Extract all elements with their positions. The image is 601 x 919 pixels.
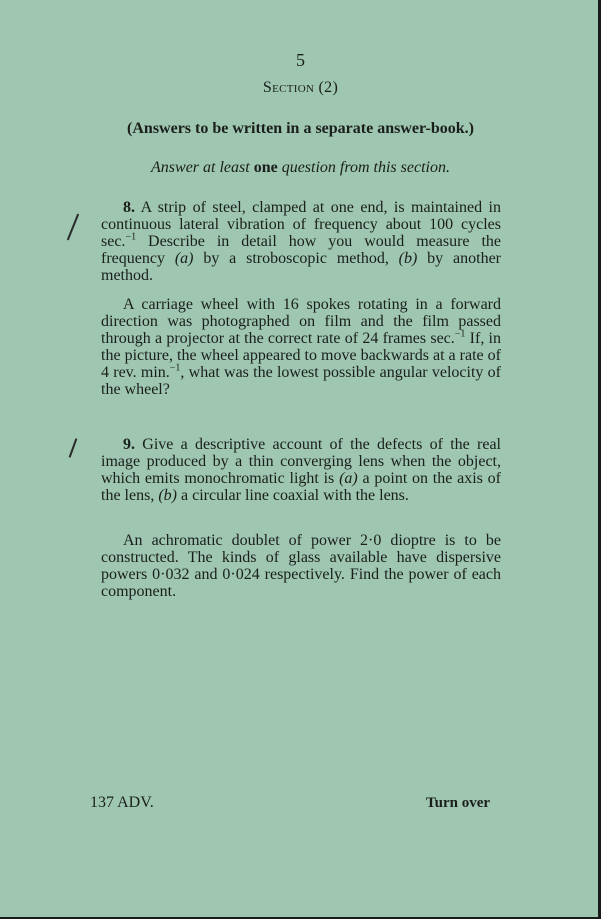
- q8-text-a: A strip of steel, clamped at one end, is maintained in continuous lateral vibration of frequency about 100 cycles sec.: [101, 199, 501, 250]
- q9-text-c: a point on the axis of the lens,: [101, 470, 502, 504]
- section-heading-text: Section (2): [262, 79, 339, 96]
- q9-text-e: a circular line coaxial with the lens.: [176, 487, 409, 504]
- answer-bold: one: [253, 159, 278, 176]
- q9-text-d: (b): [158, 487, 177, 504]
- q8-p2-a: A carriage wheel with 16 spokes rotating in a forward direction was photographed on film and the film passed through a projector at the correct rate of 24 frames sec.: [101, 296, 501, 347]
- answer-prefix: Answer at least: [151, 159, 250, 176]
- q8-p2-sup2: −1: [169, 362, 181, 374]
- q8-p2-c: , what was the lowest possible angular velocity of the wheel?: [101, 364, 502, 398]
- question-8-part-2: [101, 296, 501, 398]
- q9-text-b: (a): [339, 470, 358, 487]
- page-number: 5: [296, 50, 305, 70]
- section-heading: [0, 79, 601, 97]
- q9-text-a: Give a descriptive account of the defects of the real image produced by a thin converging lens when the object, which emits monochromatic light is: [101, 436, 501, 487]
- answer-instruction: [0, 159, 601, 177]
- question-9-part-2: [101, 532, 501, 600]
- turn-over: Turn over: [426, 795, 491, 811]
- question-number: 8.: [123, 199, 135, 216]
- question-number: 9.: [123, 436, 135, 453]
- instruction: (Answers to be written in a separate answer-book.): [127, 120, 474, 137]
- q8-p2-b: If, in the picture, the wheel appeared to move backwards at a rate of 4 rev. min.: [101, 330, 501, 381]
- question-8-part-1: [101, 199, 501, 284]
- pen-mark: [69, 438, 78, 457]
- pen-mark: [67, 214, 79, 241]
- q8-text-e: (b): [398, 250, 418, 267]
- q8-text-c: (a): [174, 250, 194, 267]
- q9-p2: An achromatic doublet of power 2·0 dioptre is to be constructed. The kinds of glass available have dispersive powers 0·032 and 0·024 respectively. Find the power of each component.: [101, 532, 501, 600]
- paper-code: 137 ADV.: [90, 794, 154, 811]
- question-9-part-1: [101, 436, 501, 504]
- answer-suffix: question from this section.: [281, 159, 450, 176]
- q8-text-b: Describe in detail how you would measure the frequency: [101, 233, 501, 267]
- q8-text-d: by a stroboscopic method,: [193, 250, 399, 267]
- q8-text-f: by another method.: [101, 250, 501, 284]
- q8-p2-sup1: −1: [454, 328, 466, 340]
- q8-sup-a: −1: [125, 231, 137, 243]
